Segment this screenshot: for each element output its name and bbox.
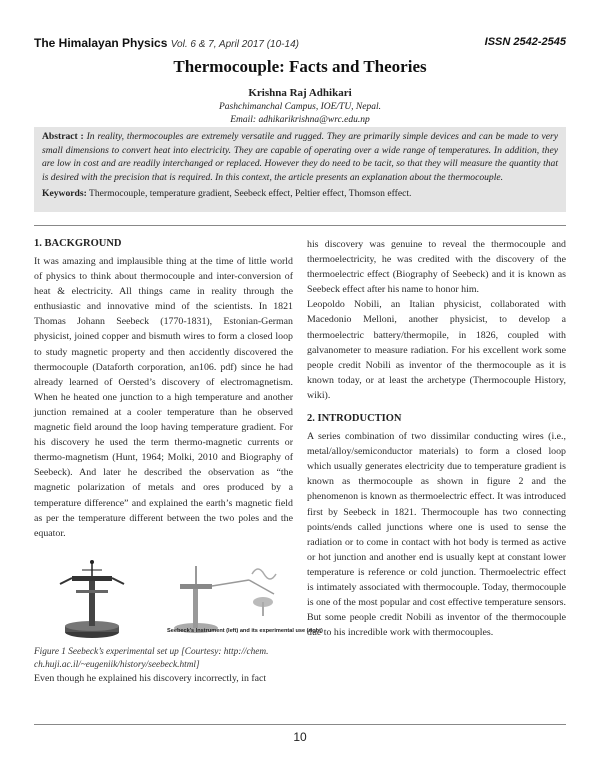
paper-title: Thermocouple: Facts and Theories (173, 57, 427, 76)
journal-name: The Himalayan Physics Vol. 6 & 7, April 2017 (10-14) (34, 36, 299, 50)
background-paragraph: It was amazing and implausible thing at the time of little world of physics to think about thermocouple and inter-conversion of heat & electricity. All things came in reality through the enthusiastic and innovative mind of the scientists. In 1821 Thomas Johann Seebeck (1770-1831), Estonian-German physicist, joined copper and bismuth wires to form a closed loop to study magnetic property and then accidently discovered the thermocouple (Dataforth corporation, an106. pdf) since he had already learned of Oersted’s discovery of electromagnetism. When he heated one junction to a high temperature and another junction remained at a cooler temperature than he observed magnetic field around the loop having temperature gradient. For his discovery he used the term thermo-magnetic currents or thermo-magnetism (Hunt, 1964; Molki, 2010 and Biography of Seebeck). And later he described the observation as “the magnetic polarization of metals and ores produced by a temperature difference” and explained the earth’s magnetic field as per the temperature different between the two poles and the equator. (34, 256, 293, 539)
keywords-line (42, 187, 558, 201)
abstract-text: In reality, thermocouples are extremely versatile and rugged. They are primarily simple devices and can be made to very small dimensions to convert heat into electricity. They are capable of operating over a wide range of temperatures. In addition, they are low in cost and are readily interchanged or replaced. However they do need to be tacit, so that they will measure the quantity that is desired with the precision that is required. In this context, the article presents an explanation about the thermocouple. (42, 131, 558, 184)
author-name: Krishna Raj Adhikari (248, 87, 352, 99)
journal-volume: Vol. 6 & 7, April 2017 (10-14) (170, 39, 299, 50)
keywords-label: Keywords: (42, 187, 87, 199)
footer-divider (34, 724, 566, 725)
section-heading-background: 1. BACKGROUND (34, 238, 122, 249)
figure-caption: Figure 1 Seebeck’s experimental set up [Courtesy: http://chem. ch.huji.ac.il/~eugeniik/history/seebeck.html] (34, 647, 269, 670)
abstract-label: Abstract : (42, 131, 84, 142)
journal-header (34, 36, 566, 52)
seebeck-credit-paragraph: his discovery was genuine to reveal the thermocouple and thermoelectricity, he was credited with the discovery of the thermoelectric effect (Biography of Seebeck) and it is known as Seebeck effect after his name to honor him. (307, 239, 566, 296)
continuation-line: Even though he explained his discovery incorrectly, in fact (34, 673, 267, 684)
figure-inset-caption: Seebeck's Instrument (left) and its experimental use (right) (167, 628, 323, 634)
abstract-box (34, 127, 566, 212)
page-number: 10 (293, 730, 307, 744)
seebeck-apparatus-illustration (34, 550, 323, 644)
header-divider (34, 225, 566, 226)
issn: ISSN 2542-2545 (484, 36, 566, 48)
author-email: Email: adhikarikrishna@wrc.edu.np (230, 115, 370, 125)
figure-seebeck-setup (34, 550, 323, 644)
author-affiliation: Pashchimanchal Campus, IOE/TU, Nepal. (218, 102, 382, 112)
left-column (34, 237, 293, 541)
section-heading-introduction: 2. INTRODUCTION (307, 413, 402, 425)
keywords-text: Thermocouple, temperature gradient, Seebeck effect, Peltier effect, Thomson effect. (89, 187, 412, 199)
introduction-paragraph: A series combination of two dissimilar conducting wires (i.e., metal/alloy/semiconductor materials) to form a closed loop which usually generates electricity due to temperature gradient is known as thermocouple as shown in figure 2 and the phenomenon is known as thermoelectric effect. It was introduced first by Seebeck in 1821. Thermocouple has two connecting points/ends called junctions where one is used to sense the radiation or to come in contact with hot body is termed as active or hot junction and another end is usually kept at constant lower temperature is reference or cold junction. Thermoelectric effect is intimately associated with thermocouple. Today, thermocouple is one of the most popular and cost effective temperature sensors. But some people credit Nobili as inventor of the thermocouple due to his incredible work with thermocouples. (307, 431, 566, 639)
right-column (307, 237, 566, 640)
nobili-paragraph: Leopoldo Nobili, an Italian physicist, collaborated with Macedonio Melloni, another physicist, to develop a thermoelectric battery/thermopile, in 1826, coupled with galvanometer to measure radiation. For his excellent work some people credit Nobili as inventor of the thermocouple as it is known today, or at least the archetype (Thermocouple History, wiki). (307, 299, 566, 401)
